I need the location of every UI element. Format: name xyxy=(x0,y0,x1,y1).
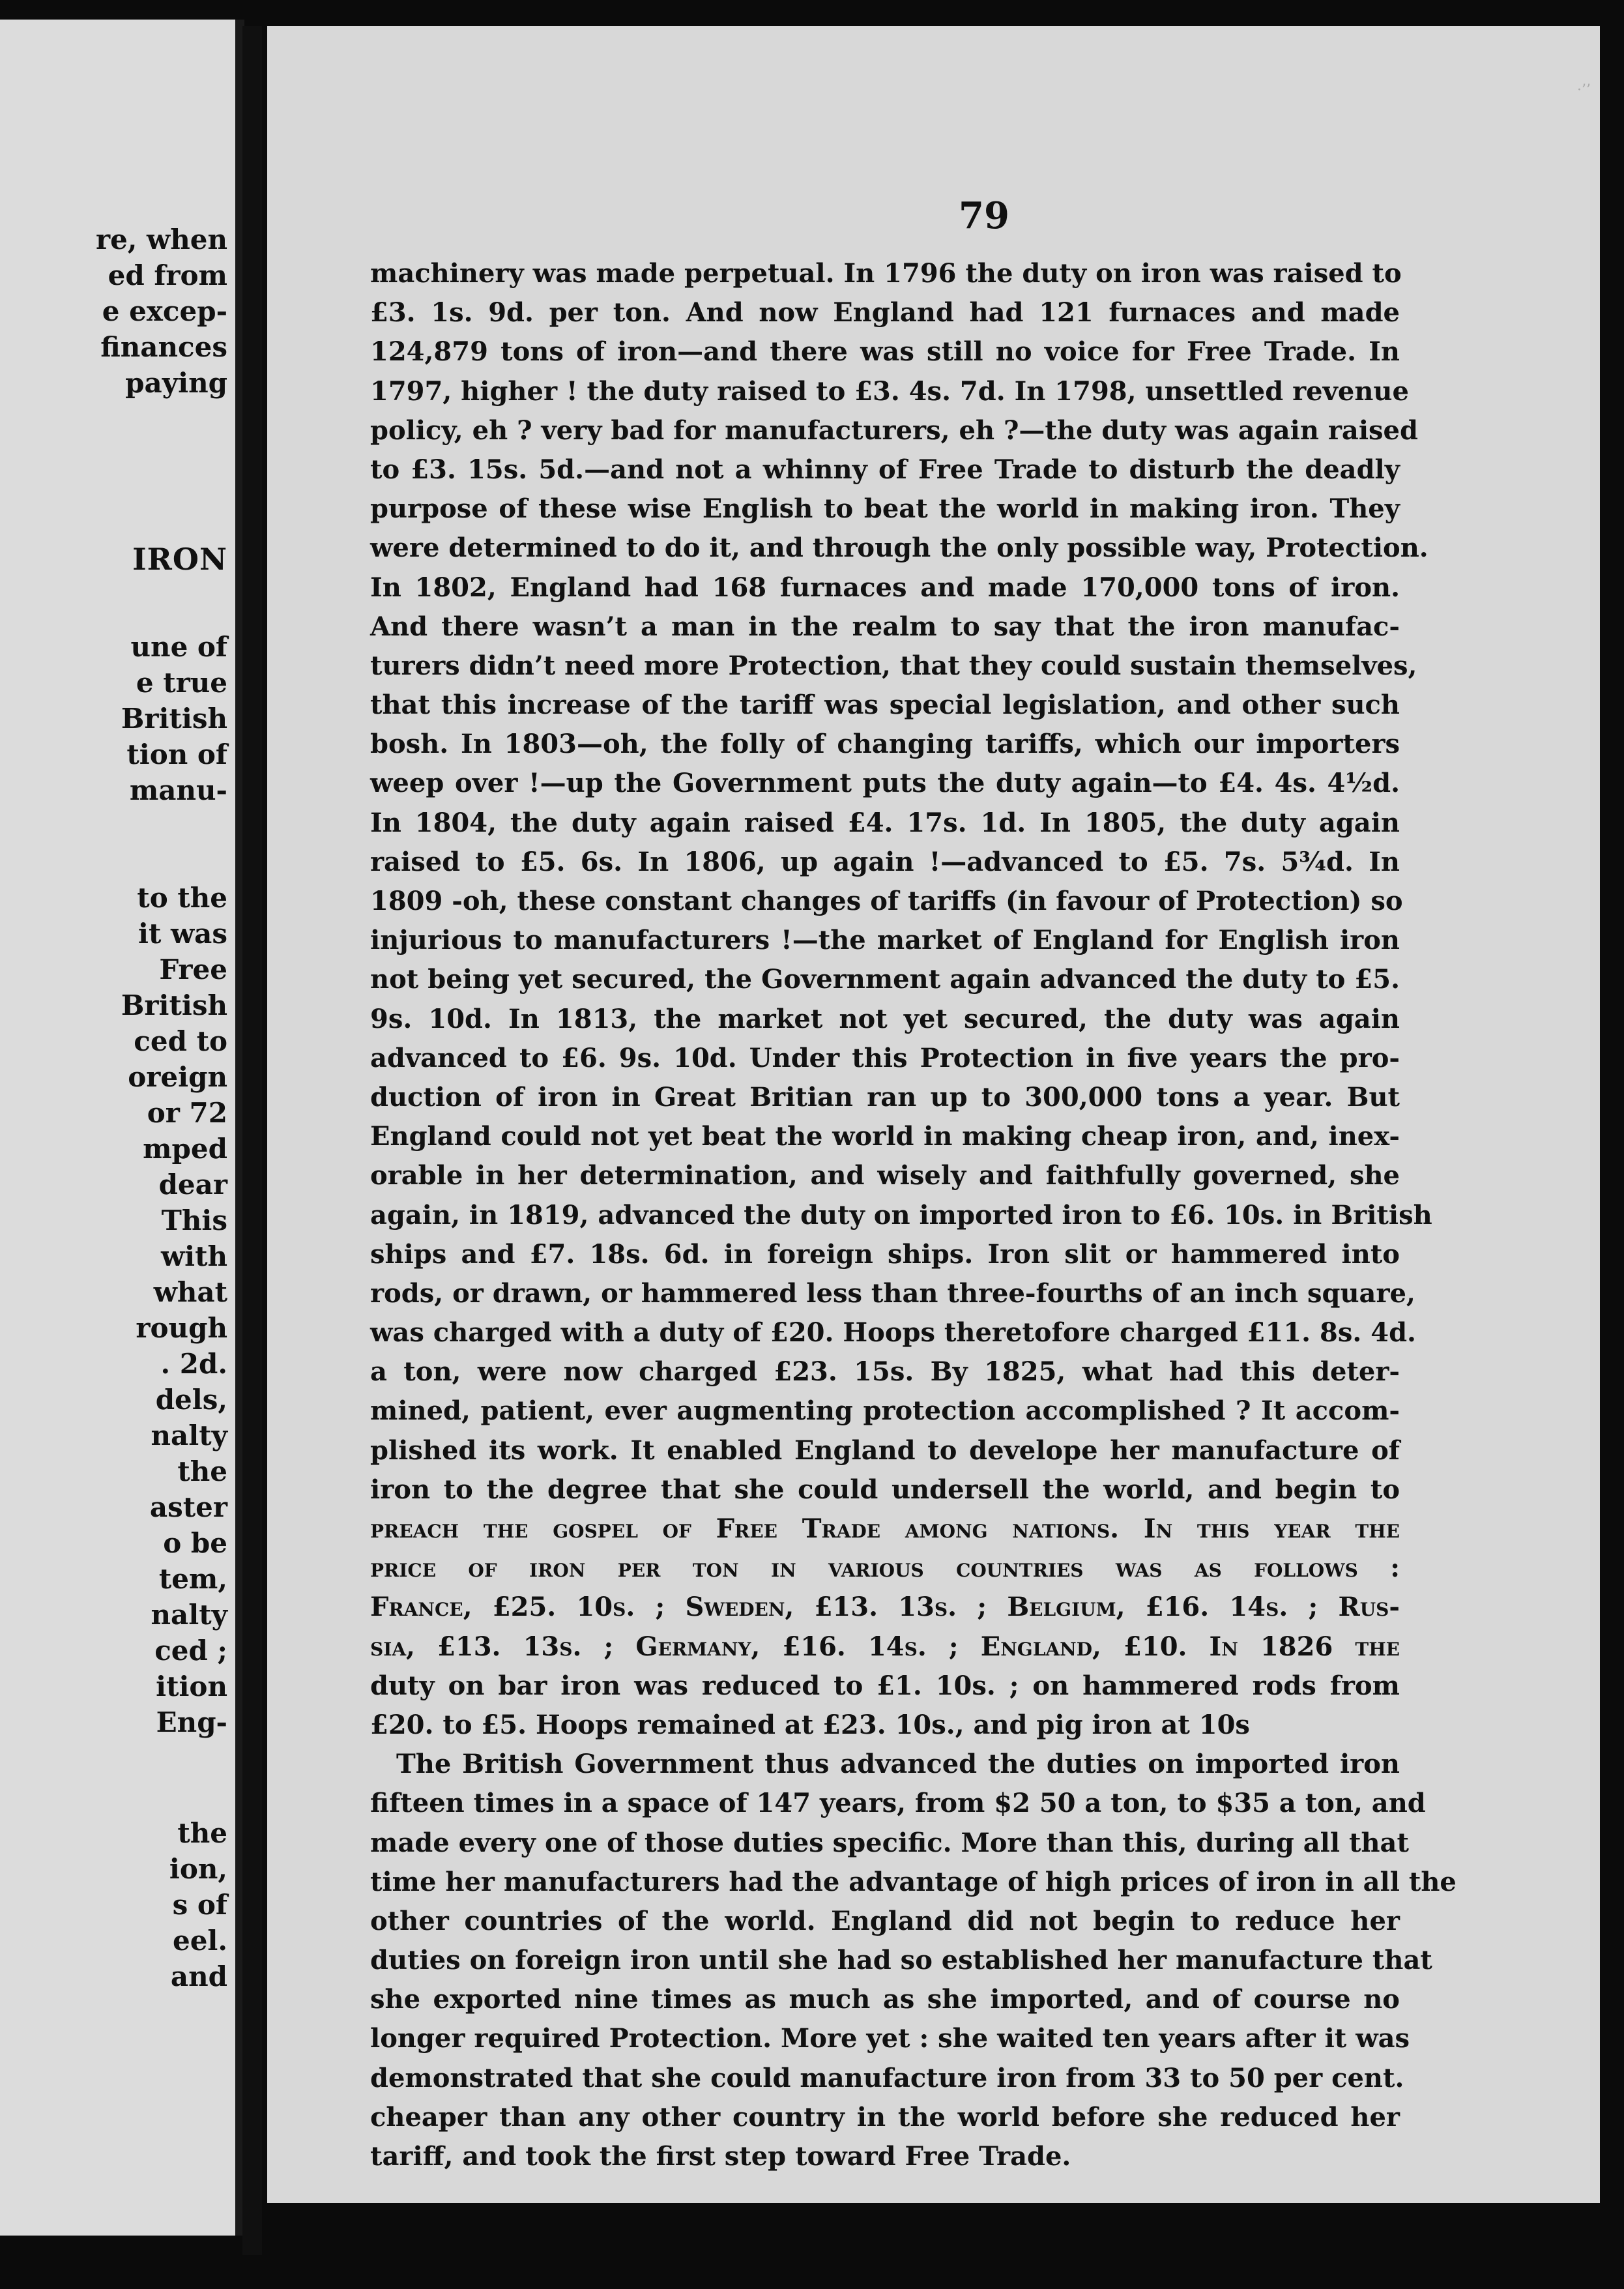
corner-mark: ·’’ xyxy=(1577,82,1591,98)
text-line: £3. 1s. 9d. per ton. And now England had 121 furnaces and made xyxy=(370,297,1400,328)
left-page-heading: IRON xyxy=(132,542,227,577)
left-page-text: ition xyxy=(156,1670,227,1702)
left-page-text: une of xyxy=(130,631,227,663)
left-page-text: aster xyxy=(149,1491,227,1523)
text-line: ships and £7. 18s. 6d. in foreign ships. Iron slit or hammered into xyxy=(370,1238,1400,1270)
left-page-text: This xyxy=(161,1204,227,1236)
text-line: to £3. 15s. 5d.—and not a whinny of Free Trade to disturb the deadly xyxy=(370,454,1400,485)
text-line: rods, or drawn, or hammered less than three-fourths of an inch square, xyxy=(370,1277,1415,1309)
left-page-text: dear xyxy=(158,1169,227,1201)
text-line: England could not yet beat the world in making cheap iron, and, inex- xyxy=(370,1121,1400,1152)
left-page-text: what xyxy=(153,1276,227,1308)
text-line: In 1804, the duty again raised £4. 17s. 1d. In 1805, the duty again xyxy=(370,807,1400,838)
text-line: injurious to manufacturers !—the market of England for English iron xyxy=(370,925,1400,956)
text-line: iron to the degree that she could undersell the world, and begin to xyxy=(370,1474,1400,1505)
text-line: was charged with a duty of £20. Hoops theretofore charged £11. 8s. 4d. xyxy=(370,1317,1416,1349)
text-line: 1809 -oh, these constant changes of tariffs (in favour of Protection) so xyxy=(370,886,1403,916)
text-line: weep over !—up the Government puts the duty again—to £4. 4s. 4½d. xyxy=(370,768,1400,799)
text-line: duties on foreign iron until she had so established her manufacture that xyxy=(370,1945,1432,1976)
left-page-text: mped xyxy=(143,1133,227,1165)
left-page-text: with xyxy=(160,1240,227,1272)
text-line: cheaper than any other country in the world before she reduced her xyxy=(370,2101,1400,2133)
text-line: time her manufacturers had the advantage of high prices of iron in all the xyxy=(370,1866,1457,1897)
text-line: price of iron per ton in various countries was as follows : xyxy=(370,1553,1400,1584)
text-line: that this increase of the tariff was special legislation, and other such xyxy=(370,690,1400,721)
left-page-text: ed from xyxy=(108,259,227,291)
text-line: duty on bar iron was reduced to £1. 10s. ; on hammered rods from xyxy=(370,1670,1400,1701)
text-line: duction of iron in Great Britian ran up to 300,000 tons a year. But xyxy=(370,1081,1400,1113)
body-text xyxy=(370,254,1457,2176)
text-line: purpose of these wise English to beat the world in making iron. They xyxy=(370,493,1400,525)
left-page-text: e excep- xyxy=(102,295,227,327)
left-page-text: manu- xyxy=(129,774,227,806)
text-line: In 1802, England had 168 furnaces and made 170,000 tons of iron. xyxy=(370,572,1400,603)
text-line: made every one of those duties specific. More than this, during all that xyxy=(370,1827,1409,1858)
left-page-text: e true xyxy=(136,667,227,699)
text-line: 124,879 tons of iron—and there was still no voice for Free Trade. In xyxy=(370,336,1400,368)
text-line: were determined to do it, and through the only possible way, Protection. xyxy=(370,532,1428,564)
left-page-text: tion of xyxy=(126,738,227,770)
left-page-text: nalty xyxy=(151,1599,227,1631)
text-line: The British Government thus advanced the duties on imported iron xyxy=(396,1749,1400,1780)
left-page-text: Free xyxy=(159,954,227,985)
left-page-text: ced ; xyxy=(154,1635,227,1667)
text-line: plished its work. It enabled England to develope her manufacture of xyxy=(370,1435,1400,1466)
text-line: again, in 1819, advanced the duty on imported iron to £6. 10s. in British xyxy=(370,1199,1432,1231)
left-page-text: paying xyxy=(125,367,227,399)
left-page-text: eel. xyxy=(172,1925,227,1957)
text-line: France, £25. 10s. ; Sweden, £13. 13s. ; Belgium, £16. 14s. ; Rus- xyxy=(370,1592,1400,1623)
text-line: policy, eh ? very bad for manufacturers, eh ?—the duty was again raised xyxy=(370,415,1418,446)
text-line: other countries of the world. England did not begin to reduce her xyxy=(370,1905,1400,1936)
page-number: 79 xyxy=(959,194,1009,237)
left-page-text: . 2d. xyxy=(160,1348,227,1380)
left-page-text: the xyxy=(177,1455,227,1487)
left-page-text: or 72 xyxy=(147,1097,227,1129)
text-line: bosh. In 1803—oh, the folly of changing tariffs, which our importers xyxy=(370,729,1400,760)
text-line: £20. to £5. Hoops remained at £23. 10s., and pig iron at 10s xyxy=(370,1709,1250,1740)
left-page-text: rough xyxy=(136,1312,227,1344)
left-page-text: finances xyxy=(100,331,227,363)
left-page-text: o be xyxy=(163,1527,227,1559)
text-line: mined, patient, ever augmenting protection accomplished ? It accom- xyxy=(370,1395,1400,1427)
text-line: demonstrated that she could manufacture iron from 33 to 50 per cent. xyxy=(370,2062,1404,2093)
left-page-text: to the xyxy=(137,882,227,914)
text-line: not being yet secured, the Government again advanced the duty to £5. xyxy=(370,964,1400,995)
left-page-text: the xyxy=(177,1817,227,1849)
text-line: preach the gospel of Free Trade among nations. In this year the xyxy=(370,1513,1400,1544)
text-line: 1797, higher ! the duty raised to £3. 4s. 7d. In 1798, unsettled revenue xyxy=(370,375,1409,407)
text-line: advanced to £6. 9s. 10d. Under this Protection in five years the pro- xyxy=(370,1042,1400,1073)
left-page-text: ced to xyxy=(134,1025,227,1057)
left-page-text: it was xyxy=(138,918,227,950)
left-page-text: and xyxy=(170,1961,227,1992)
left-page-text: oreign xyxy=(128,1061,227,1093)
text-line: And there wasn’t a man in the realm to say that the iron manufac- xyxy=(370,611,1400,642)
text-line: tariff, and took the first step toward Free Trade. xyxy=(370,2141,1071,2172)
text-line: a ton, were now charged £23. 15s. By 1825, what had this deter- xyxy=(370,1356,1400,1388)
left-page-text: British xyxy=(121,989,227,1021)
main-page xyxy=(267,26,1600,2203)
text-line: raised to £5. 6s. In 1806, up again !—advanced to £5. 7s. 5¾d. In xyxy=(370,846,1400,877)
left-page-text: Eng- xyxy=(156,1706,227,1738)
left-page-text: s of xyxy=(172,1889,227,1921)
text-line: turers didn’t need more Protection, that they could sustain themselves, xyxy=(370,650,1417,681)
left-page-text: tem, xyxy=(158,1563,227,1595)
text-line: she exported nine times as much as she imported, and of course no xyxy=(370,1984,1400,2015)
text-line: longer required Protection. More yet : she waited ten years after it was xyxy=(370,2023,1410,2054)
left-page-text: British xyxy=(121,703,227,735)
left-page-text: re, when xyxy=(95,224,227,255)
text-line: machinery was made perpetual. In 1796 the duty on iron was raised to xyxy=(370,258,1402,289)
left-page-fragment xyxy=(0,20,244,2236)
left-page-text: dels, xyxy=(155,1384,227,1416)
text-line: 9s. 10d. In 1813, the market not yet secured, the duty was again xyxy=(370,1003,1400,1034)
text-line: sia, £13. 13s. ; Germany, £16. 14s. ; England, £10. In 1826 the xyxy=(370,1631,1400,1662)
book-spine xyxy=(242,26,262,2255)
left-page-text: nalty xyxy=(151,1420,227,1451)
text-line: fifteen times in a space of 147 years, from $2 50 a ton, to $35 a ton, and xyxy=(370,1788,1426,1819)
left-page-text: ion, xyxy=(169,1853,227,1885)
text-line: orable in her determination, and wisely and faithfully governed, she xyxy=(370,1160,1400,1191)
